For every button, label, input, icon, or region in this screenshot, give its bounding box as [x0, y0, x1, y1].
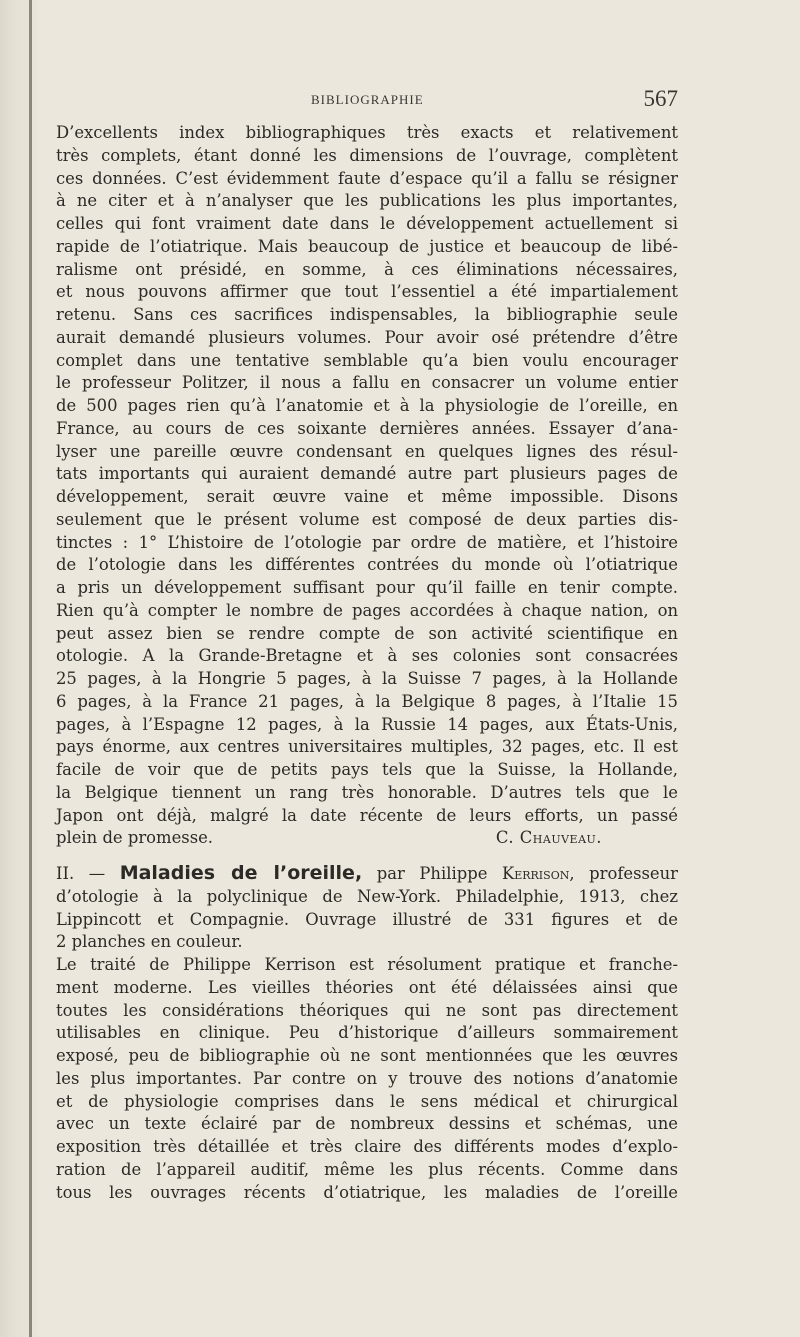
text-line: lyser une pareille œuvre condensant en quelques lignes des résul-	[56, 441, 678, 461]
text-line: ralisme ont présidé, en somme, à ces éliminations nécessaires,	[56, 259, 678, 279]
text-line: Lippincott et Compagnie. Ouvrage illustré de 331 figures et de	[56, 909, 678, 929]
heading-first-line	[56, 862, 678, 886]
text-line: le professeur Politzer, il nous a fallu en consacrer un volume entier	[56, 373, 678, 393]
text-line: tinctes : 1° L’histoire de l’otologie par ordre de matière, et l’histoire	[56, 532, 678, 552]
text-line: ment moderne. Les vieilles théories ont été délaissées ainsi que	[56, 977, 678, 997]
review-2-body	[56, 954, 678, 1204]
text-line: ration de l’appareil auditif, même les plus récents. Comme dans	[56, 1159, 678, 1179]
text-line: pages, à l’Espagne 12 pages, à la Russie 14 pages, aux États-Unis,	[56, 714, 678, 734]
text-line: et nous pouvons affirmer que tout l’essentiel a été impartialement	[56, 282, 678, 302]
text-line: complet dans une tentative semblable qu’a bien voulu encourager	[56, 350, 678, 370]
text-line: ces données. C’est évidemment faute d’espace qu’il a fallu se résigner	[56, 168, 678, 188]
closing-text: plein de promesse.	[56, 828, 214, 848]
review-2-heading	[56, 862, 678, 954]
text-line: exposition très détaillée et très claire des différents modes d’explo-	[56, 1137, 678, 1156]
text-line: de l’otologie dans les différentes contrées du monde où l’otiatrique	[56, 555, 678, 575]
text-line: peut assez bien se rendre compte de son activité scientifique en	[56, 623, 678, 643]
text-line: très complets, étant donné les dimensions de l’ouvrage, complètent	[56, 145, 678, 165]
text-line: 2 planches en couleur.	[56, 932, 243, 952]
heading-text: , professeur	[569, 864, 678, 883]
text-line: exposé, peu de bibliographie où ne sont mentionnées que les œuvres	[56, 1046, 678, 1065]
running-header	[56, 86, 678, 122]
text-line: France, au cours de ces soixante dernières années. Essayer d’ana-	[56, 418, 678, 438]
text-line: toutes les considérations théoriques qui ne sont pas directement	[56, 1000, 678, 1020]
text-line: Le traité de Philippe Kerrison est résolument pratique et franche-	[56, 955, 678, 974]
text-line: Rien qu’à compter le nombre de pages accordées à chaque nation, on	[56, 600, 678, 620]
text-line: la Belgique tiennent un rang très honorable. D’autres tels que le	[56, 782, 678, 802]
text-line: de 500 pages rien qu’à l’anatomie et à la physiologie de l’oreille, en	[56, 396, 678, 415]
signature-initial: C.	[495, 828, 520, 848]
heading-text: par Philippe	[362, 864, 502, 883]
page-number: 567	[643, 86, 678, 111]
text-line: rapide de l’otiatrique. Mais beaucoup de justice et beaucoup de libé-	[56, 236, 678, 256]
text-line: 6 pages, à la France 21 pages, à la Belgique 8 pages, à l’Italie 15	[56, 691, 678, 711]
text-line: otologie. A la Grande-Bretagne et à ses colonies sont consacrées	[56, 646, 678, 666]
text-line: facile de voir que de petits pays tels que la Suisse, la Hollande,	[56, 760, 678, 779]
text-line: avec un texte éclairé par de nombreux dessins et schémas, une	[56, 1114, 678, 1134]
page-binding-edge	[0, 0, 38, 1337]
book-title: Maladies de l’oreille,	[119, 862, 363, 884]
review-numeral: II. —	[56, 864, 120, 883]
text-line: pays énorme, aux centres universitaires multiples, 32 pages, etc. Il est	[56, 737, 678, 757]
review-2	[56, 862, 678, 1204]
text-line: retenu. Sans ces sacrifices indispensables, la bibliographie seule	[56, 305, 678, 324]
review-1-closing-line	[56, 827, 678, 850]
text-line: tats importants qui auraient demandé autre part plusieurs pages de	[56, 464, 678, 484]
text-line: et de physiologie comprises dans le sens médical et chirurgical	[56, 1091, 678, 1111]
text-line: les plus importantes. Par contre on y trouve des notions d’anatomie	[56, 1068, 678, 1088]
signature-name: Chauveau.	[519, 828, 602, 848]
text-line: à ne citer et à n’analyser que les publications les plus importantes,	[56, 191, 678, 211]
text-line: d’otologie à la polyclinique de New-York. Philadelphie, 1913, chez	[56, 886, 678, 906]
review-1-body	[56, 122, 678, 827]
text-line: aurait demandé plusieurs volumes. Pour avoir osé prétendre d’être	[56, 327, 678, 347]
text-line: D’excellents index bibliographiques très exacts et relativement	[56, 123, 678, 142]
text-line: tous les ouvrages récents d’otiatrique, les maladies de l’oreille	[56, 1182, 678, 1202]
author-name: Kerrison	[501, 864, 570, 883]
book-page	[56, 86, 678, 1204]
review-signature	[496, 827, 602, 850]
text-line: seulement que le présent volume est composé de deux parties dis-	[56, 509, 678, 529]
text-line: 25 pages, à la Hongrie 5 pages, à la Suisse 7 pages, à la Hollande	[56, 669, 678, 688]
text-line: utilisables en clinique. Peu d’historique d’ailleurs sommairement	[56, 1023, 678, 1043]
text-line: Japon ont déjà, malgré la date récente de leurs efforts, un passé	[56, 805, 678, 825]
running-title: BIBLIOGRAPHIE	[311, 92, 424, 107]
text-line: a pris un développement suffisant pour qu’il faille en tenir compte.	[56, 578, 678, 597]
text-line: celles qui font vraiment date dans le développement actuellement si	[56, 214, 678, 233]
gutter-line	[29, 0, 32, 1337]
text-line: développement, serait œuvre vaine et même impossible. Disons	[56, 487, 678, 506]
